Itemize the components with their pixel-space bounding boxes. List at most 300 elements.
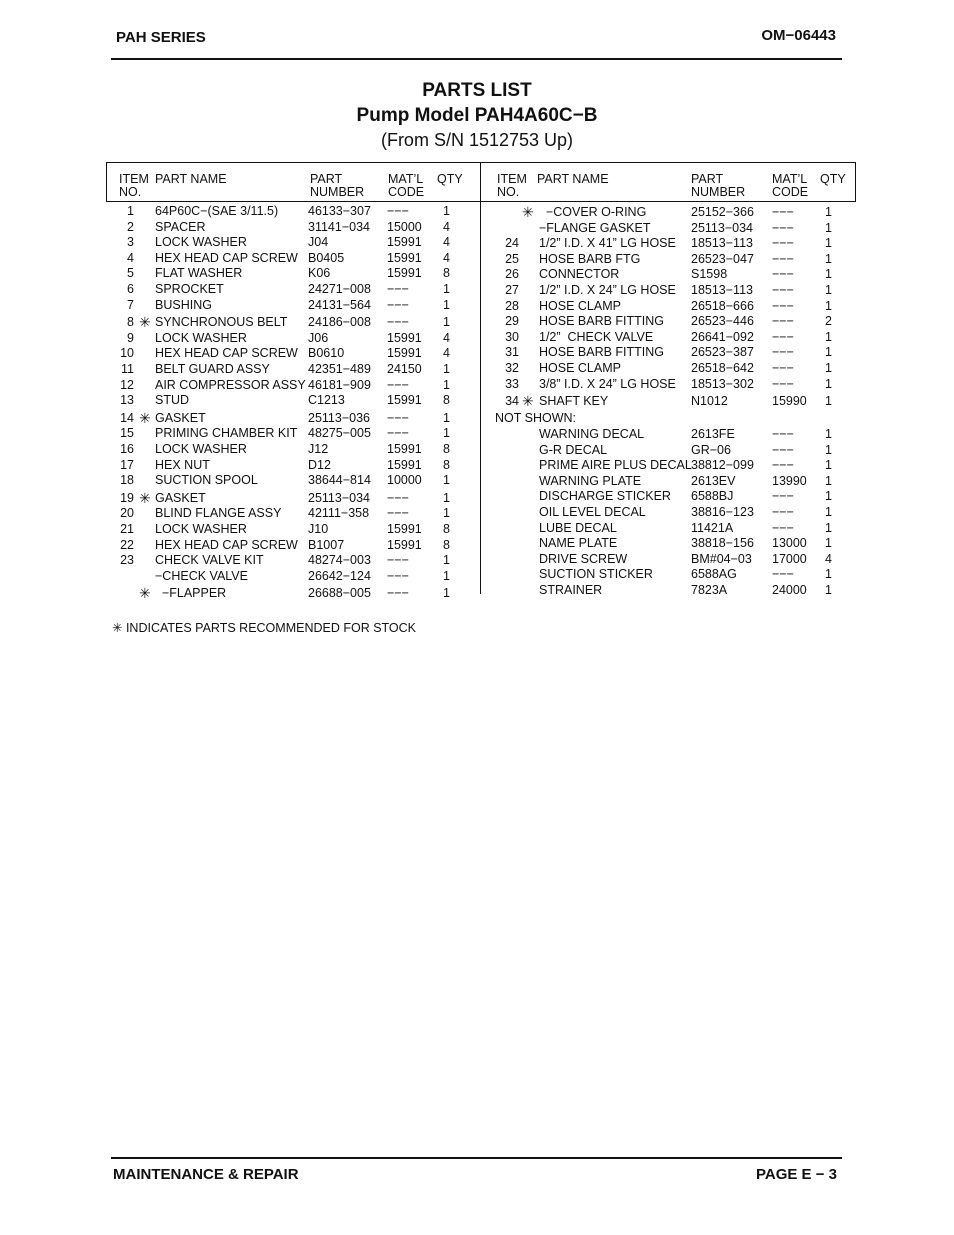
part-number: N1012 — [691, 394, 728, 409]
part-name: 64P60C−(SAE 3/11.5) — [155, 204, 279, 218]
table-row — [482, 329, 854, 345]
header-rule — [111, 58, 842, 60]
material-code: 15991 — [387, 266, 422, 281]
part-number: 26518−666 — [691, 298, 754, 313]
part-name: HOSE BARB FITTING — [539, 345, 665, 360]
quantity: 1 — [825, 345, 832, 360]
quantity: 1 — [443, 506, 450, 521]
item-number: 22 — [120, 537, 134, 552]
part-number: J12 — [308, 442, 329, 456]
part-name: −CHECK VALVE — [155, 568, 248, 583]
part-number: 38812−099 — [691, 458, 754, 473]
part-name: SHAFT KEY — [539, 394, 609, 409]
table-row — [106, 410, 476, 426]
quantity: 4 — [443, 330, 450, 345]
part-name: HOSE CLAMP — [539, 361, 621, 375]
section-label: MAINTENANCE & REPAIR — [113, 1166, 299, 1183]
part-number: GR−06 — [691, 442, 731, 457]
table-row — [106, 330, 476, 346]
item-number: 24 — [505, 236, 519, 251]
material-code: −−− — [387, 377, 409, 392]
material-code: 15991 — [387, 522, 422, 536]
item-number: 3 — [127, 235, 134, 250]
part-number: 42351−489 — [308, 362, 371, 376]
part-number: 38816−123 — [691, 505, 754, 519]
quantity: 1 — [443, 297, 450, 312]
part-name: −COVER O-RING — [539, 205, 647, 219]
quantity: 8 — [443, 457, 450, 472]
item-number: 1 — [127, 204, 134, 218]
part-number: 42111−358 — [308, 506, 370, 521]
quantity: 1 — [825, 489, 832, 504]
item-number: 32 — [505, 361, 519, 375]
part-name: PRIME AIRE PLUS DECAL — [539, 458, 692, 473]
table-row — [106, 219, 476, 235]
part-name: 1/2” I.D. X 41” LG HOSE — [539, 236, 676, 251]
part-name: SUCTION SPOOL — [155, 473, 258, 488]
part-name: −FLANGE GASKET — [539, 220, 651, 235]
part-number: 26523−446 — [691, 314, 754, 329]
part-number: D12 — [308, 457, 331, 472]
material-code: 15991 — [387, 457, 422, 472]
quantity: 1 — [825, 329, 832, 344]
part-name: SYNCHRONOUS BELT — [155, 315, 288, 330]
quantity: 1 — [443, 204, 450, 218]
quantity: 1 — [825, 298, 832, 313]
part-number: J10 — [308, 522, 329, 536]
material-code: −−− — [387, 553, 409, 568]
part-name: CHECK VALVE KIT — [155, 553, 264, 568]
part-number: B0405 — [308, 250, 345, 265]
table-row — [106, 457, 476, 473]
material-code: −−− — [772, 376, 794, 391]
quantity: 1 — [443, 490, 450, 505]
table-row — [106, 552, 476, 568]
part-number: 46133−307 — [308, 204, 371, 218]
material-code: 15000 — [387, 219, 422, 234]
quantity: 1 — [825, 251, 832, 266]
part-number: 48275−005 — [308, 426, 371, 441]
part-name: LOCK WASHER — [155, 330, 247, 345]
material-code: −−− — [772, 283, 794, 297]
table-row — [106, 234, 476, 250]
material-code: 17000 — [772, 551, 807, 566]
table-row — [106, 472, 476, 488]
material-code: 15991 — [387, 346, 422, 361]
quantity: 1 — [825, 267, 832, 282]
quantity: 4 — [443, 346, 450, 361]
material-code: 24000 — [772, 583, 807, 597]
col-item-header: ITEM NO. — [119, 172, 149, 199]
part-number: B1007 — [308, 537, 345, 552]
material-code: −−− — [387, 586, 409, 601]
part-name: GASKET — [155, 490, 206, 505]
material-code: 15991 — [387, 330, 422, 345]
part-number: 7823A — [691, 583, 728, 597]
material-code: 15991 — [387, 235, 422, 250]
part-number: 25113−036 — [308, 410, 370, 425]
part-name: SPROCKET — [155, 282, 224, 296]
part-number: 26523−047 — [691, 251, 754, 266]
item-number: 16 — [120, 442, 134, 456]
material-code: −−− — [387, 410, 409, 425]
material-code: 24150 — [387, 362, 422, 376]
quantity: 1 — [443, 553, 450, 568]
stock-star-icon: ✳ — [139, 409, 151, 426]
material-code: −−− — [387, 282, 409, 296]
col-partname-header: PART NAME — [155, 172, 227, 186]
table-row — [482, 204, 854, 220]
item-number: 18 — [120, 473, 134, 488]
part-number: 26641−092 — [691, 329, 754, 344]
item-number: 8 — [127, 315, 134, 330]
table-row — [106, 203, 476, 219]
part-name: HOSE CLAMP — [539, 298, 621, 313]
quantity: 1 — [443, 315, 450, 330]
material-code: −−− — [387, 490, 409, 505]
stock-star-icon: ✳ — [522, 393, 534, 410]
quantity: 1 — [825, 567, 832, 582]
material-code: 13990 — [772, 473, 807, 488]
pump-model-title: Pump Model PAH4A60C−B — [356, 105, 598, 126]
table-row — [482, 251, 854, 267]
table-row — [482, 535, 854, 551]
part-number: J04 — [308, 235, 329, 250]
col-qty-header: QTY — [437, 172, 463, 186]
part-number: 38644−814 — [308, 473, 371, 488]
stock-footnote: ✳ INDICATES PARTS RECOMMENDED FOR STOCK — [112, 621, 417, 635]
part-number: 46181−909 — [308, 377, 371, 392]
item-number: 23 — [120, 553, 134, 568]
part-number: 26642−124 — [308, 568, 371, 583]
part-name: LOCK WASHER — [155, 442, 247, 456]
table-row — [482, 266, 854, 282]
part-number: B0610 — [308, 346, 345, 361]
table-row — [482, 220, 854, 236]
col-partnumber-header: PART NUMBER — [310, 172, 365, 199]
table-row — [482, 282, 854, 298]
material-code: −−− — [387, 315, 409, 330]
quantity: 1 — [825, 394, 832, 409]
quantity: 1 — [443, 568, 450, 583]
material-code: −−− — [387, 204, 409, 218]
part-name: SPACER — [155, 219, 206, 234]
item-number: 19 — [120, 490, 134, 505]
table-row — [482, 520, 854, 536]
stock-star-icon: ✳ — [139, 585, 151, 602]
quantity: 8 — [443, 442, 450, 456]
col-qty-header-right: QTY — [820, 172, 846, 186]
item-number: 33 — [505, 376, 519, 391]
table-row — [482, 582, 854, 598]
part-number: 24186−008 — [308, 315, 371, 330]
part-name: HOSE BARB FITTING — [539, 314, 665, 329]
part-name: −FLAPPER — [155, 586, 227, 601]
part-number: 2613FE — [691, 427, 735, 441]
material-code: −−− — [387, 568, 409, 583]
material-code: 10000 — [387, 473, 422, 488]
table-row — [106, 585, 476, 601]
item-number: 26 — [505, 267, 519, 282]
part-number: 25113−034 — [691, 220, 753, 235]
part-name: HEX NUT — [155, 457, 210, 472]
serial-range: (From S/N 1512753 Up) — [380, 130, 574, 150]
part-name: DISCHARGE STICKER — [539, 489, 671, 504]
col-matl-header: MAT’L CODE — [388, 172, 425, 199]
quantity: 1 — [443, 586, 450, 601]
table-row — [106, 345, 476, 361]
part-name: WARNING PLATE — [539, 473, 642, 488]
table-row — [482, 235, 854, 251]
col-matl-header-right: MAT’L CODE — [772, 172, 809, 199]
item-number: 29 — [505, 314, 519, 329]
quantity: 1 — [825, 427, 832, 441]
part-name: BELT GUARD ASSY — [155, 362, 270, 376]
part-number: BM#04−03 — [691, 551, 752, 566]
col-item-header-right: ITEM NO. — [497, 172, 527, 199]
quantity: 1 — [825, 442, 832, 457]
stock-star-icon: ✳ — [139, 314, 151, 331]
quantity: 1 — [825, 283, 832, 297]
item-number: 17 — [120, 457, 134, 472]
table-row — [106, 314, 476, 330]
part-name: GASKET — [155, 410, 206, 425]
table-row — [106, 568, 476, 584]
page-title: PARTS LIST — [422, 80, 532, 101]
table-row — [106, 392, 476, 408]
item-number: 27 — [505, 283, 519, 297]
part-number: 6588AG — [691, 567, 737, 582]
part-number: 18513−113 — [691, 236, 753, 251]
part-name: STRAINER — [539, 583, 603, 597]
material-code: −−− — [772, 361, 794, 375]
part-number: 18513−302 — [691, 376, 754, 391]
part-name: STUD — [155, 393, 190, 408]
material-code: −−− — [387, 506, 409, 521]
part-name: BUSHING — [155, 297, 212, 312]
part-name: BLIND FLANGE ASSY — [155, 506, 282, 521]
part-name: NAME PLATE — [539, 536, 618, 551]
item-number: 12 — [120, 377, 134, 392]
part-number: 31141−034 — [308, 219, 370, 234]
material-code: −−− — [387, 426, 409, 441]
part-name: SUCTION STICKER — [539, 567, 653, 582]
part-number: 26523−387 — [691, 345, 754, 360]
material-code: −−− — [772, 520, 794, 535]
part-number: 24131−564 — [308, 297, 371, 312]
item-number: 2 — [127, 219, 134, 234]
quantity: 4 — [443, 235, 450, 250]
part-number: 18513−113 — [691, 283, 753, 297]
item-number: 11 — [121, 362, 134, 376]
part-number: 26518−642 — [691, 361, 754, 375]
material-code: −−− — [772, 442, 794, 457]
document-number: OM−06443 — [761, 27, 836, 44]
material-code: −−− — [772, 427, 794, 441]
table-row — [482, 376, 854, 392]
item-number: 21 — [120, 522, 134, 536]
material-code: −−− — [772, 329, 794, 344]
table-row — [106, 537, 476, 553]
quantity: 1 — [825, 236, 832, 251]
material-code: 15991 — [387, 393, 422, 408]
footer-rule — [111, 1157, 842, 1159]
table-row — [482, 473, 854, 489]
part-name: G-R DECAL — [539, 442, 608, 457]
material-code: −−− — [772, 267, 794, 282]
quantity: 1 — [443, 282, 450, 296]
quantity: 1 — [825, 473, 832, 488]
part-name: AIR COMPRESSOR ASSY — [155, 377, 306, 392]
quantity: 1 — [443, 426, 450, 441]
part-name: 1/2” I.D. X 24” LG HOSE — [539, 283, 676, 297]
material-code: 15991 — [387, 442, 422, 456]
quantity: 8 — [443, 522, 450, 536]
material-code: −−− — [772, 205, 794, 219]
item-number: 5 — [127, 266, 134, 281]
part-name: LUBE DECAL — [539, 520, 617, 535]
part-number: S1598 — [691, 267, 728, 282]
part-number: J06 — [308, 330, 329, 345]
table-row — [482, 442, 854, 458]
quantity: 2 — [825, 314, 832, 329]
quantity: 8 — [443, 266, 450, 281]
item-number: 6 — [127, 282, 134, 296]
item-number: 34 — [505, 394, 519, 409]
quantity: 4 — [443, 219, 450, 234]
item-number: 14 — [120, 410, 134, 425]
table-row — [482, 457, 854, 473]
stock-star-icon: ✳ — [139, 489, 151, 506]
quantity: 4 — [825, 551, 832, 566]
part-name: LOCK WASHER — [155, 235, 247, 250]
item-number: 15 — [120, 426, 134, 441]
table-row — [106, 505, 476, 521]
item-number: 13 — [120, 393, 134, 408]
part-name: LOCK WASHER — [155, 522, 247, 536]
not-shown-label: NOT SHOWN: — [495, 411, 577, 425]
part-name: HEX HEAD CAP SCREW — [155, 537, 298, 552]
table-row — [106, 521, 476, 537]
item-number: 20 — [120, 506, 134, 521]
table-row — [106, 297, 476, 313]
material-code: −−− — [772, 251, 794, 266]
quantity: 1 — [443, 473, 450, 488]
quantity: 8 — [443, 393, 450, 408]
material-code: −−− — [772, 314, 794, 329]
part-name: 1/2” CHECK VALVE — [539, 329, 654, 344]
table-row — [482, 504, 854, 520]
table-row — [106, 361, 476, 377]
column-divider — [480, 162, 481, 594]
table-row — [106, 265, 476, 281]
quantity: 1 — [825, 220, 832, 235]
material-code: 15990 — [772, 394, 807, 409]
table-row — [482, 551, 854, 567]
table-row — [106, 425, 476, 441]
item-number: 25 — [505, 251, 519, 266]
part-name: FLAT WASHER — [155, 266, 243, 281]
table-row — [482, 393, 854, 409]
part-number: C1213 — [308, 393, 345, 408]
quantity: 1 — [443, 410, 450, 425]
table-row — [482, 426, 854, 442]
material-code: −−− — [772, 458, 794, 473]
material-code: −−− — [387, 297, 409, 312]
item-number: 4 — [127, 250, 134, 265]
part-name: OIL LEVEL DECAL — [539, 505, 646, 519]
quantity: 1 — [825, 361, 832, 375]
part-number: 25152−366 — [691, 205, 754, 219]
quantity: 1 — [825, 458, 832, 473]
material-code: 13000 — [772, 536, 807, 551]
part-name: PRIMING CHAMBER KIT — [155, 426, 298, 441]
quantity: 1 — [443, 377, 450, 392]
part-name: CONNECTOR — [539, 267, 620, 282]
part-name: DRIVE SCREW — [539, 551, 628, 566]
part-number: 25113−034 — [308, 490, 370, 505]
material-code: −−− — [772, 505, 794, 519]
part-name: 3/8” I.D. X 24” LG HOSE — [539, 376, 676, 391]
quantity: 1 — [825, 583, 832, 597]
material-code: −−− — [772, 220, 794, 235]
part-name: WARNING DECAL — [539, 427, 645, 441]
table-row — [106, 441, 476, 457]
table-row — [482, 360, 854, 376]
part-number: K06 — [308, 266, 331, 281]
page-number: PAGE E − 3 — [755, 1166, 837, 1183]
quantity: 1 — [825, 505, 832, 519]
table-row — [482, 298, 854, 314]
part-name: HEX HEAD CAP SCREW — [155, 346, 298, 361]
part-number: 38818−156 — [691, 536, 754, 551]
item-number: 10 — [120, 346, 134, 361]
part-number: 26688−005 — [308, 586, 371, 601]
item-number: 31 — [505, 345, 519, 360]
part-number: 24271−008 — [308, 282, 371, 296]
table-row — [106, 490, 476, 506]
series-label: PAH SERIES — [116, 29, 206, 46]
quantity: 1 — [825, 536, 832, 551]
table-row — [482, 566, 854, 582]
table-row — [482, 488, 854, 504]
table-row — [106, 281, 476, 297]
item-number: 30 — [505, 329, 519, 344]
part-name: HEX HEAD CAP SCREW — [155, 250, 298, 265]
quantity: 4 — [443, 250, 450, 265]
material-code: −−− — [772, 345, 794, 360]
item-number: 7 — [127, 297, 134, 312]
quantity: 8 — [443, 537, 450, 552]
material-code: 15991 — [387, 250, 422, 265]
quantity: 1 — [825, 376, 832, 391]
table-row — [106, 250, 476, 266]
item-number: 28 — [505, 298, 519, 313]
col-partname-header-right: PART NAME — [537, 172, 609, 186]
part-number: 2613EV — [691, 473, 736, 488]
quantity: 1 — [443, 362, 450, 376]
part-number: 6588BJ — [691, 489, 734, 504]
part-number: 48274−003 — [308, 553, 371, 568]
stock-star-icon: ✳ — [522, 204, 534, 220]
material-code: −−− — [772, 298, 794, 313]
table-row — [482, 313, 854, 329]
item-number: 9 — [127, 330, 134, 345]
part-name: HOSE BARB FTG — [539, 251, 641, 266]
quantity: 1 — [825, 520, 832, 535]
material-code: 15991 — [387, 537, 422, 552]
table-row — [482, 344, 854, 360]
